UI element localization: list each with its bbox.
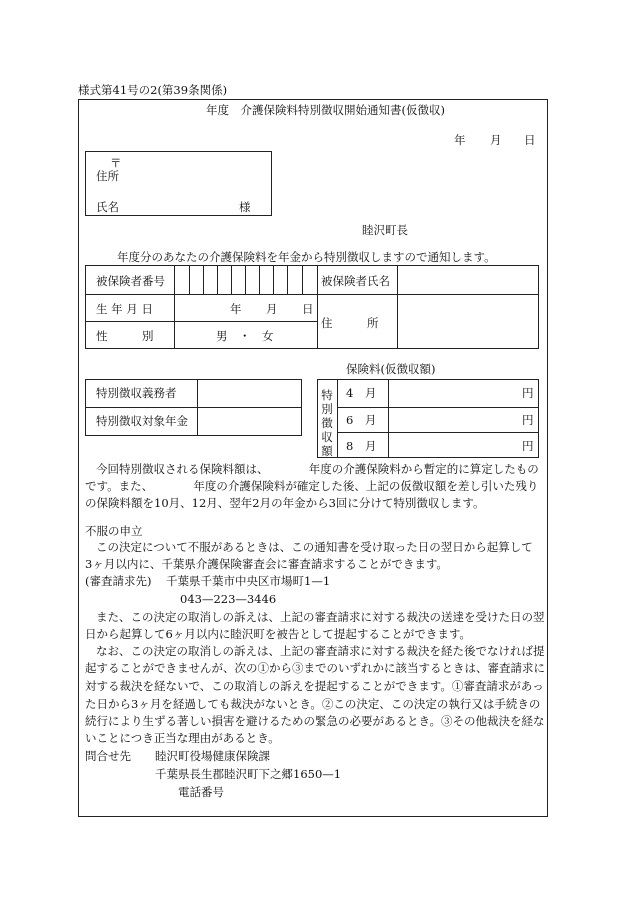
birth-year: 年	[230, 302, 242, 316]
month-8: 8 月	[346, 439, 377, 453]
intro-text: 年度分のあなたの介護保険料を年金から特別徴収しますので通知します。	[117, 250, 496, 264]
contact-office: 睦沢町役場健康保険課	[155, 749, 270, 763]
appeal-line: 3ヶ月以内に、千葉県介護保険審査会に審査請求することができます。	[85, 557, 448, 571]
month-4: 4 月	[346, 386, 377, 400]
collection-side-label: 特別徴収額	[321, 388, 333, 458]
pension-label: 特別徴収対象年金	[96, 414, 188, 428]
yen-6: 円	[522, 413, 534, 427]
date-day: 日	[524, 133, 536, 147]
request-phone: 043—223—3446	[180, 592, 277, 606]
postal-mark: 〒	[110, 156, 122, 170]
name-label: 氏名	[96, 200, 119, 214]
lawsuit-line: また、この決定の取消しの訴えは、上記の審査請求に対する裁決の送達を受けた日の翌	[96, 610, 545, 624]
date-month: 月	[490, 133, 502, 147]
sex-options: 男 ・ 女	[216, 329, 274, 343]
lawsuit-line: なお、この決定の取消しの訴えは、上記の審査請求に対する裁決を経た後でなければ提	[96, 644, 545, 658]
lawsuit-line: 対する裁決を経ないで、この取消しの訴えを提起することができます。①審査請求があっ	[85, 679, 544, 693]
issuer: 睦沢町長	[362, 223, 408, 237]
yen-4: 円	[522, 386, 534, 400]
month-6: 6 月	[346, 413, 377, 427]
birth-label: 生 年 月 日	[96, 302, 153, 316]
contact-address: 千葉県長生郡睦沢町下之郷1650—1	[155, 767, 342, 781]
sex-label: 性 別	[96, 329, 154, 343]
lawsuit-line: 日から起算して6ヶ月以内に睦沢町を被告として提起することができます。	[85, 627, 471, 641]
honorific: 様	[239, 200, 251, 214]
appeal-line: この決定について不服があるときは、この通知書を受け取った日の翌日から起算して	[96, 540, 533, 554]
form-number: 様式第41号の2(第39条関係)	[78, 83, 228, 97]
address-label: 住所	[96, 169, 119, 183]
lawsuit-line: た日から3ヶ月を経過しても裁決がないとき。②この決定、この決定の執行又は手続きの	[85, 697, 541, 711]
obligor-label: 特別徴収義務者	[96, 386, 177, 400]
premium-title: 保険料(仮徴収額)	[346, 362, 436, 376]
explanation-line: 今回特別徴収される保険料額は、 年度の介護保険料から暫定的に算定したもの	[96, 462, 539, 476]
lawsuit-line: 起することができませんが、次の①から③までのいずれかに該当するときは、審査請求に	[85, 661, 545, 675]
appeal-heading: 不服の申立	[85, 524, 143, 538]
contact-label: 問合せ先	[85, 749, 131, 763]
request-address: 千葉県千葉市中央区市場町1—1	[166, 574, 331, 588]
birth-day: 日	[302, 302, 314, 316]
yen-8: 円	[522, 439, 534, 453]
date-year: 年	[454, 133, 466, 147]
birth-month: 月	[266, 302, 278, 316]
request-label: (審査請求先)	[85, 574, 152, 588]
address-field-label: 住 所	[321, 316, 379, 330]
insured-name-label: 被保険者氏名	[321, 274, 390, 288]
explanation-line: の保険料額を10月、12月、翌年2月の年金から3回に分けて特別徴収します。	[85, 496, 485, 510]
insured-number-label: 被保険者番号	[96, 274, 165, 288]
lawsuit-line: いことにつき正当な理由があるとき。	[85, 731, 280, 745]
contact-phone-label: 電話番号	[178, 785, 224, 799]
lawsuit-line: 続行により生ずる著しい損害を避けるための緊急の必要があるとき。③その他裁決を経な	[85, 714, 545, 728]
explanation-line: です。また、 年度の介護保険料が確定した後、上記の仮徴収額を差し引いた残り	[85, 479, 539, 493]
page-title: 年度 介護保険料特別徴収開始通知書(仮徴収)	[206, 103, 445, 117]
